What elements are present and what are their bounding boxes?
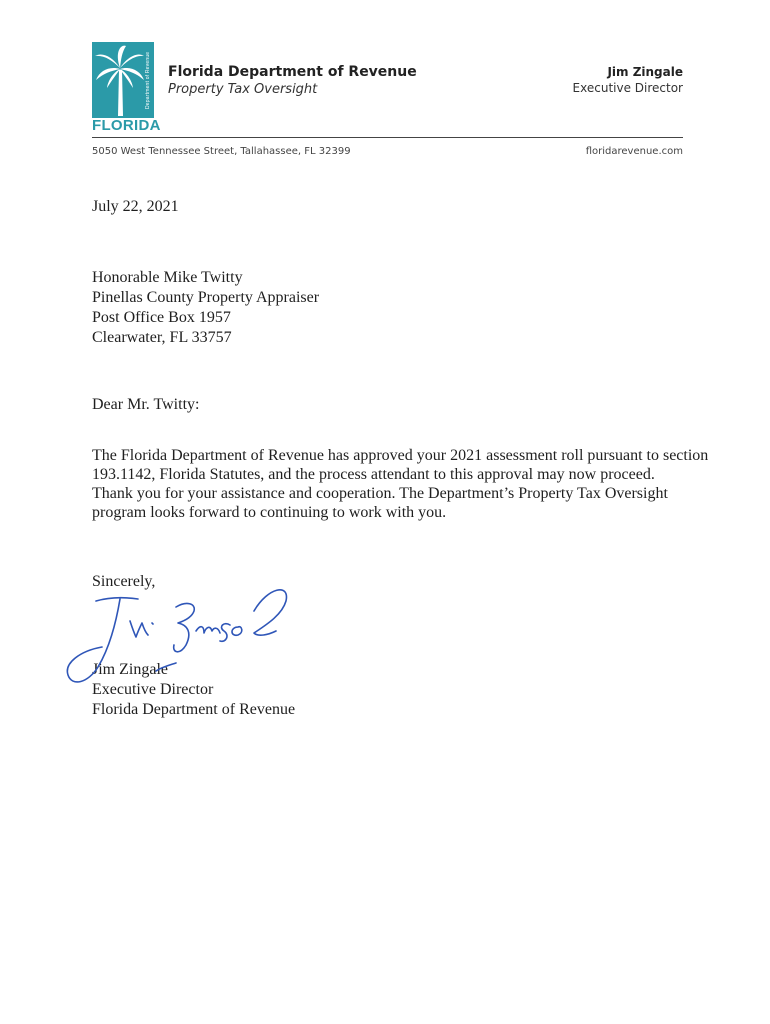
body-line: program looks forward to continuing to work with you.	[92, 504, 447, 521]
recipient-line: Honorable Mike Twitty	[92, 269, 243, 286]
recipient-block	[92, 268, 319, 348]
agency-name: Florida Department of Revenue	[168, 64, 417, 80]
letter-date: July 22, 2021	[92, 198, 179, 215]
agency-logo	[92, 42, 161, 134]
body-line: 193.1142, Florida Statutes, and the process attendant to this approval may now proceed.	[92, 466, 655, 483]
agency-address: 5050 West Tennessee Street, Tallahassee, FL 32399	[92, 146, 351, 157]
recipient-line: Pinellas County Property Appraiser	[92, 289, 320, 306]
logo-badge	[92, 42, 154, 118]
letterhead-divider	[92, 137, 683, 138]
recipient-line: Clearwater, FL 33757	[92, 329, 232, 346]
handwritten-signature	[58, 575, 298, 695]
program-name: Property Tax Oversight	[168, 82, 318, 97]
body-line: The Florida Department of Revenue has approved your 2021 assessment roll pursuant to section	[92, 447, 709, 464]
logo-vertical-text: Department of Revenue	[145, 51, 151, 109]
signer-name: Jim Zingale	[92, 661, 168, 678]
signer-organization: Florida Department of Revenue	[92, 701, 296, 718]
agency-website: floridarevenue.com	[585, 146, 683, 157]
salutation: Dear Mr. Twitty:	[92, 396, 200, 413]
closing: Sincerely,	[92, 573, 156, 590]
executive-title: Executive Director	[572, 81, 683, 95]
logo-wordmark: FLORIDA	[92, 117, 161, 134]
body-line: Thank you for your assistance and cooperation. The Department’s Property Tax Oversight	[92, 485, 668, 502]
executive-name: Jim Zingale	[607, 65, 683, 79]
recipient-line: Post Office Box 1957	[92, 309, 231, 326]
letter-body	[92, 446, 709, 522]
signer-title: Executive Director	[92, 681, 214, 698]
